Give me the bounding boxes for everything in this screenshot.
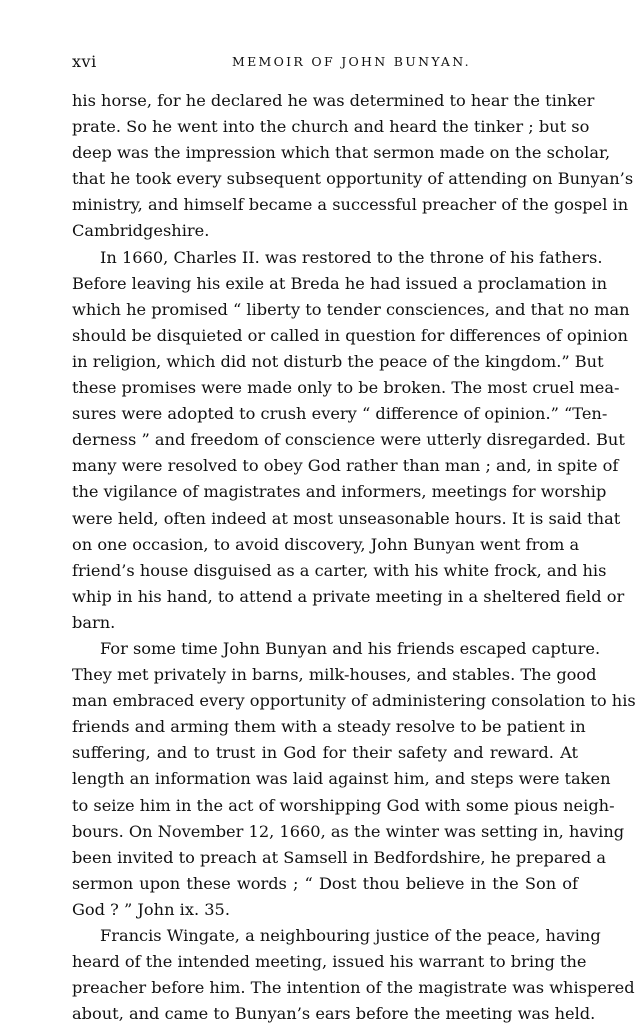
text-line: heard of the intended meeting, issued his warrant to bring the (72, 952, 587, 972)
text-line: Cambridgeshire. (72, 221, 210, 241)
text-line: God ? ” John ix. 35. (72, 899, 231, 919)
text-line: which he promised “ liberty to tender consciences, and that no man (72, 299, 630, 319)
text-line: preacher before him. The intention of the magistrate was whispered (72, 978, 635, 998)
running-title: MEMOIR OF JOHN BUNYAN. (232, 54, 471, 69)
text-line: derness ” and freedom of conscience were utterly disregarded. But (72, 430, 625, 450)
text-line: in religion, which did not disturb the peace of the kingdom.” But (72, 351, 604, 371)
text-line: these promises were made only to be broken. The most cruel mea- (72, 378, 620, 398)
page-number: xvi (72, 52, 97, 71)
body-text (72, 88, 636, 1027)
text-line: For some time John Bunyan and his friends escaped capture. (100, 638, 601, 658)
text-line: whip in his hand, to attend a private meeting in a sheltered field or (72, 586, 625, 606)
text-line: on one occasion, to avoid discovery, John Bunyan went from a (72, 534, 580, 554)
text-line: friends and arming them with a steady resolve to be patient in (72, 717, 586, 737)
text-line: barn. (72, 612, 116, 632)
text-line: prate. So he went into the church and heard the tinker ; but so (72, 117, 590, 137)
text-line: man embraced every opportunity of administering consolation to his (72, 691, 636, 711)
text-line: should be disquieted or called in question for differences of opinion (72, 325, 628, 345)
text-line: Before leaving his exile at Breda he had issued a proclamation in (72, 273, 608, 293)
text-line: been invited to preach at Samsell in Bedfordshire, he prepared a (72, 847, 607, 867)
text-line: his horse, for he declared he was determined to hear the tinker (72, 91, 595, 110)
text-line: bours. On November 12, 1660, as the winter was setting in, having (72, 821, 625, 841)
text-line: deep was the impression which that sermon made on the scholar, (72, 143, 611, 163)
text-line: were held, often indeed at most unseasonable hours. It is said that (72, 508, 621, 528)
text-line: ministry, and himself became a successful preacher of the gospel in (72, 195, 629, 215)
text-line: Francis Wingate, a neighbouring justice of the peace, having (100, 926, 601, 945)
text-line: many were resolved to obey God rather than man ; and, in spite of (72, 456, 619, 476)
running-head (72, 52, 578, 74)
text-line: about, and came to Bunyan’s ears before the meeting was held. (72, 1004, 596, 1024)
text-line: friend’s house disguised as a carter, with his white frock, and his (72, 560, 607, 580)
text-line: to seize him in the act of worshipping God with some pious neigh- (72, 795, 615, 815)
text-line: In 1660, Charles II. was restored to the throne of his fathers. (100, 247, 603, 267)
text-line: They met privately in barns, milk-houses, and stables. The good (72, 665, 597, 685)
text-line: sermon upon these words ; “ Dost thou believe in the Son of (72, 873, 578, 893)
text-line: length an information was laid against him, and steps were taken (72, 769, 611, 789)
text-line: the vigilance of magistrates and informers, meetings for worship (72, 482, 607, 502)
text-line: that he took every subsequent opportunity of attending on Bunyan’s (72, 169, 634, 189)
text-line: suffering, and to trust in God for their safety and reward. At (72, 743, 578, 763)
text-line: sures were adopted to crush every “ difference of opinion.” “Ten- (72, 404, 608, 424)
